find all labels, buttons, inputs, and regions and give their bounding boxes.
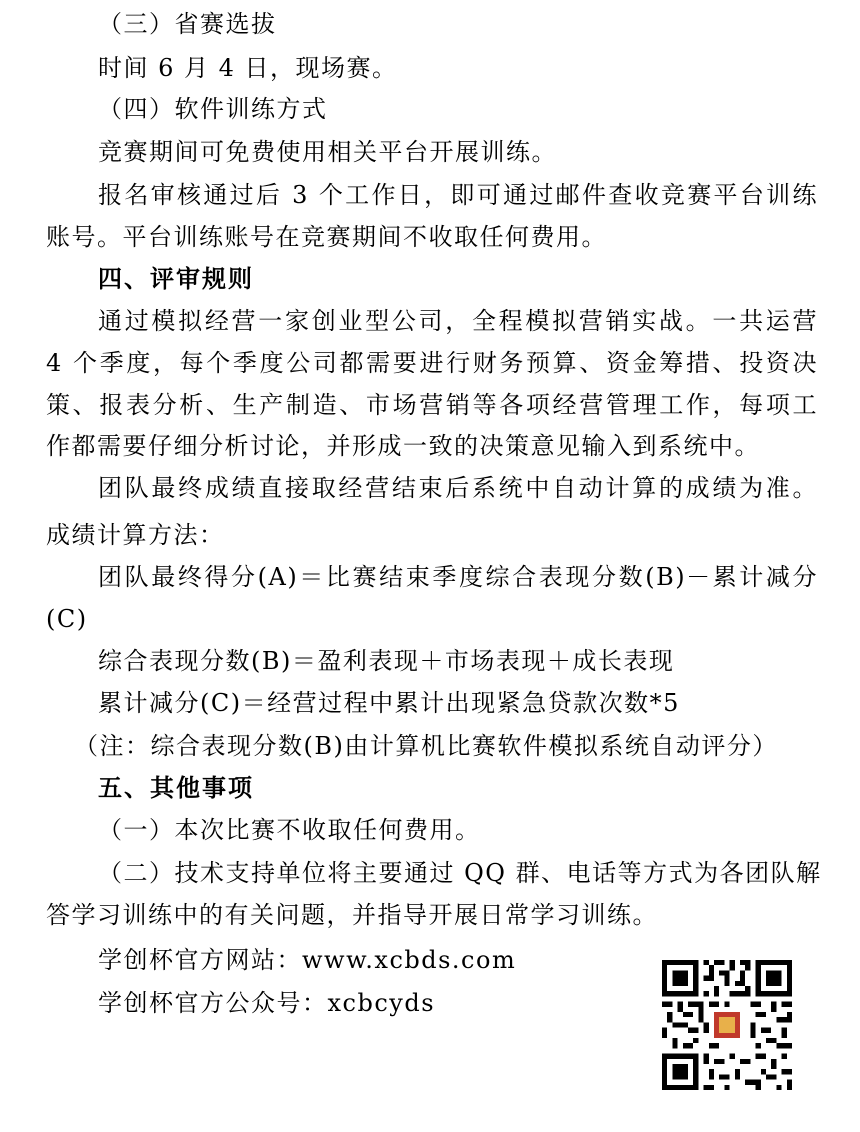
paragraph-line: （二）技术支持单位将主要通过 QQ 群、电话等方式为各团队解 bbox=[98, 859, 822, 887]
paragraph-line: 报名审核通过后 3 个工作日，即可通过邮件查收竞赛平台训练 bbox=[98, 181, 818, 209]
section-heading-other-matters: 五、其他事项 bbox=[98, 774, 254, 802]
paragraph-line: 时间 6 月 4 日，现场赛。 bbox=[98, 54, 398, 82]
paragraph-line: 通过模拟经营一家创业型公司，全程模拟营销实战。一共运营 bbox=[98, 307, 818, 335]
paragraph-line: 作都需要仔细分析讨论，并形成一致的决策意见输入到系统中。 bbox=[46, 432, 760, 460]
paragraph-line: 4 个季度，每个季度公司都需要进行财务预算、资金筹措、投资决 bbox=[46, 349, 818, 377]
paragraph-line: 策、报表分析、生产制造、市场营销等各项经营管理工作，每项工 bbox=[46, 391, 818, 419]
formula-line: (C) bbox=[46, 605, 88, 633]
paragraph-line: 成绩计算方法： bbox=[46, 521, 225, 549]
official-account-line: 学创杯官方公众号：xcbcyds bbox=[98, 989, 436, 1017]
paragraph-line: （一）本次比赛不收取任何费用。 bbox=[98, 816, 481, 844]
note-line: （注：综合表现分数(B)由计算机比赛软件模拟系统自动评分） bbox=[74, 732, 778, 760]
paragraph-line: 答学习训练中的有关问题，并指导开展日常学习训练。 bbox=[46, 901, 658, 929]
official-website-line: 学创杯官方网站：www.xcbds.com bbox=[98, 946, 517, 974]
formula-line: 累计减分(C)＝经营过程中累计出现紧急贷款次数*5 bbox=[98, 689, 680, 717]
paragraph-line: 团队最终成绩直接取经营结束后系统中自动计算的成绩为准。 bbox=[98, 474, 818, 502]
paragraph-line: 竞赛期间可免费使用相关平台开展训练。 bbox=[98, 138, 557, 166]
formula-line: 综合表现分数(B)＝盈利表现＋市场表现＋成长表现 bbox=[98, 647, 675, 675]
formula-line: 团队最终得分(A)＝比赛结束季度综合表现分数(B)－累计减分 bbox=[98, 563, 818, 591]
paragraph-line: 账号。平台训练账号在竞赛期间不收取任何费用。 bbox=[46, 223, 607, 251]
subsection-heading-provincial-selection: （三）省赛选拔 bbox=[98, 10, 277, 38]
qr-code-icon bbox=[662, 960, 792, 1090]
section-heading-review-rules: 四、评审规则 bbox=[98, 265, 254, 293]
subsection-heading-software-training: （四）软件训练方式 bbox=[98, 95, 328, 123]
